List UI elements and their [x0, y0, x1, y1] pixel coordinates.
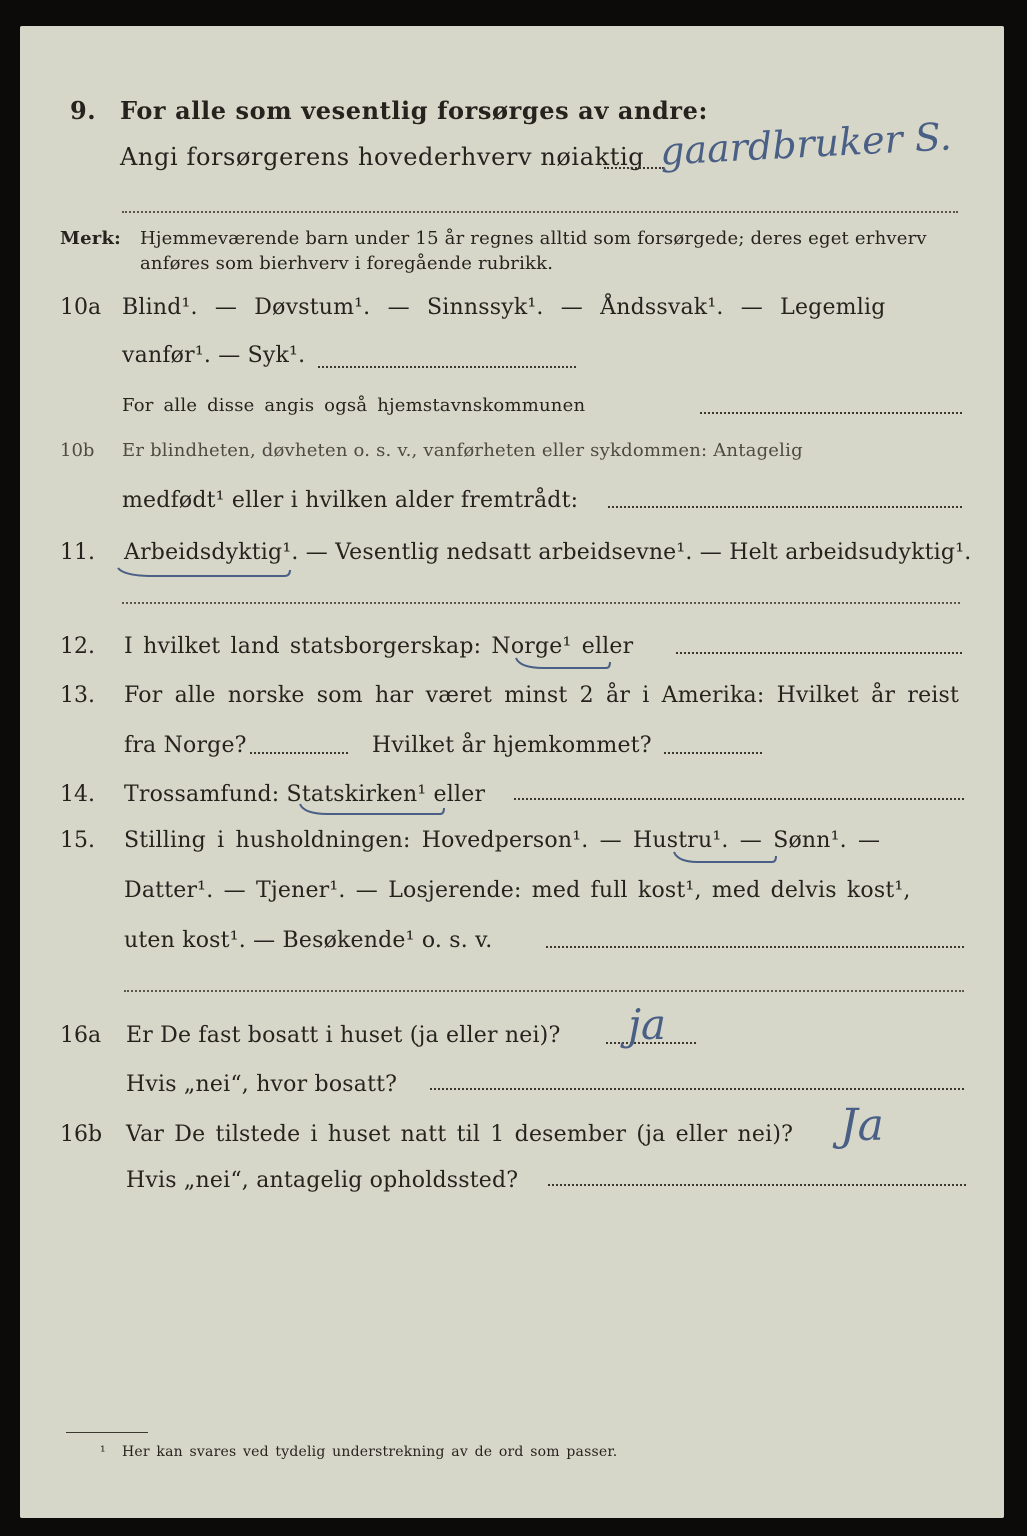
q10b-alder-dots: [608, 506, 962, 508]
q16b-handwritten-answer: Ja: [840, 1100, 884, 1151]
q15-number: 15.: [60, 828, 95, 853]
q12-norge-underline: [514, 654, 614, 672]
q15-line2: Datter¹. — Tjener¹. — Losjerende: med full kost¹, med delvis kost¹,: [124, 878, 911, 903]
q9-handwritten-answer: gaardbruker S.: [659, 114, 953, 174]
q16a-number: 16a: [60, 1023, 102, 1048]
q9-question: Angi forsørgerens hovederhverv nøiaktig: [120, 143, 645, 171]
q12-land-dots: [676, 652, 962, 654]
q13-line1: For alle norske som har været minst 2 år i Amerika: Hvilket år reist: [124, 683, 960, 708]
q16b-number: 16b: [60, 1122, 103, 1147]
q11-answer-line: [122, 602, 960, 604]
q12-number: 12.: [60, 634, 95, 659]
q11-line1: Arbeidsdyktig¹. — Vesentlig nedsatt arbeidsevne¹. — Helt arbeidsudyktig¹.: [124, 540, 972, 565]
q13-hjemkommet-dots: [664, 752, 762, 754]
q9-number: 9.: [70, 96, 97, 125]
q16b-opholdssted-dots: [548, 1184, 966, 1186]
q16a-bosatt-dots: [430, 1088, 964, 1090]
footnote-separator: [66, 1432, 148, 1433]
q10a-number: 10a: [60, 295, 102, 320]
q13-line2a: fra Norge?: [124, 733, 247, 758]
q10b-line1: Er blindheten, døvheten o. s. v., vanførheten eller sykdommen: Antagelig: [122, 440, 803, 461]
q11-arbeidsdyktig-underline: [114, 562, 294, 582]
footnote-marker: ¹: [100, 1444, 106, 1460]
q14-line1: Trossamfund: Statskirken¹ eller: [124, 782, 486, 807]
q16a-line1: Er De fast bosatt i huset (ja eller nei)?: [126, 1023, 561, 1048]
q10b-number: 10b: [60, 440, 95, 461]
q15-besokende-dots: [546, 946, 964, 948]
q14-number: 14.: [60, 782, 95, 807]
q16a-handwritten-answer: ja: [628, 1000, 667, 1049]
q15-answer-line: [124, 990, 964, 992]
q13-reist-dots: [250, 752, 348, 754]
q15-hustru-underline: [672, 848, 782, 868]
merk-text-line1: Hjemmeværende barn under 15 år regnes alltid som forsørgede; deres eget erhverv: [140, 228, 927, 249]
q15-line1: Stilling i husholdningen: Hovedperson¹. — Hustru¹. — Sønn¹. —: [124, 828, 881, 853]
q9-heading: For alle som vesentlig forsørges av andre:: [120, 96, 708, 125]
q9-answer-line: [122, 211, 958, 213]
q13-line2b: Hvilket år hjemkommet?: [372, 733, 652, 758]
merk-text-line2: anføres som bierhverv i foregående rubrikk.: [140, 253, 554, 274]
q15-line3: uten kost¹. — Besøkende¹ o. s. v.: [124, 928, 493, 953]
q10a-line1: Blind¹. — Døvstum¹. — Sinnssyk¹. — Åndssvak¹. — Legemlig: [122, 295, 886, 320]
q16a-line2: Hvis „nei“, hvor bosatt?: [126, 1072, 398, 1097]
q16b-line2: Hvis „nei“, antagelig opholdssted?: [126, 1168, 519, 1193]
q10a-line2: vanfør¹. — Syk¹.: [122, 343, 306, 368]
q13-number: 13.: [60, 683, 95, 708]
merk-label: Merk:: [60, 228, 121, 249]
census-form-page: [20, 26, 1004, 1518]
q10a-line3: For alle disse angis også hjemstavnskommunen: [122, 395, 586, 416]
q14-trossamfund-dots: [514, 798, 964, 800]
q14-statskirken-underline: [298, 800, 448, 820]
q10a-hjemstavn-dots: [700, 412, 962, 414]
q16b-line1: Var De tilstede i huset natt til 1 desember (ja eller nei)?: [126, 1122, 794, 1147]
footnote-text: Her kan svares ved tydelig understrekning av de ord som passer.: [122, 1444, 618, 1460]
q12-line1: I hvilket land statsborgerskap: Norge¹ eller: [124, 634, 634, 659]
q10b-line2: medfødt¹ eller i hvilken alder fremtrådt:: [122, 488, 579, 513]
q10a-syk-dots: [318, 366, 576, 368]
q11-number: 11.: [60, 540, 95, 565]
q9-answer-dots: [604, 167, 664, 169]
